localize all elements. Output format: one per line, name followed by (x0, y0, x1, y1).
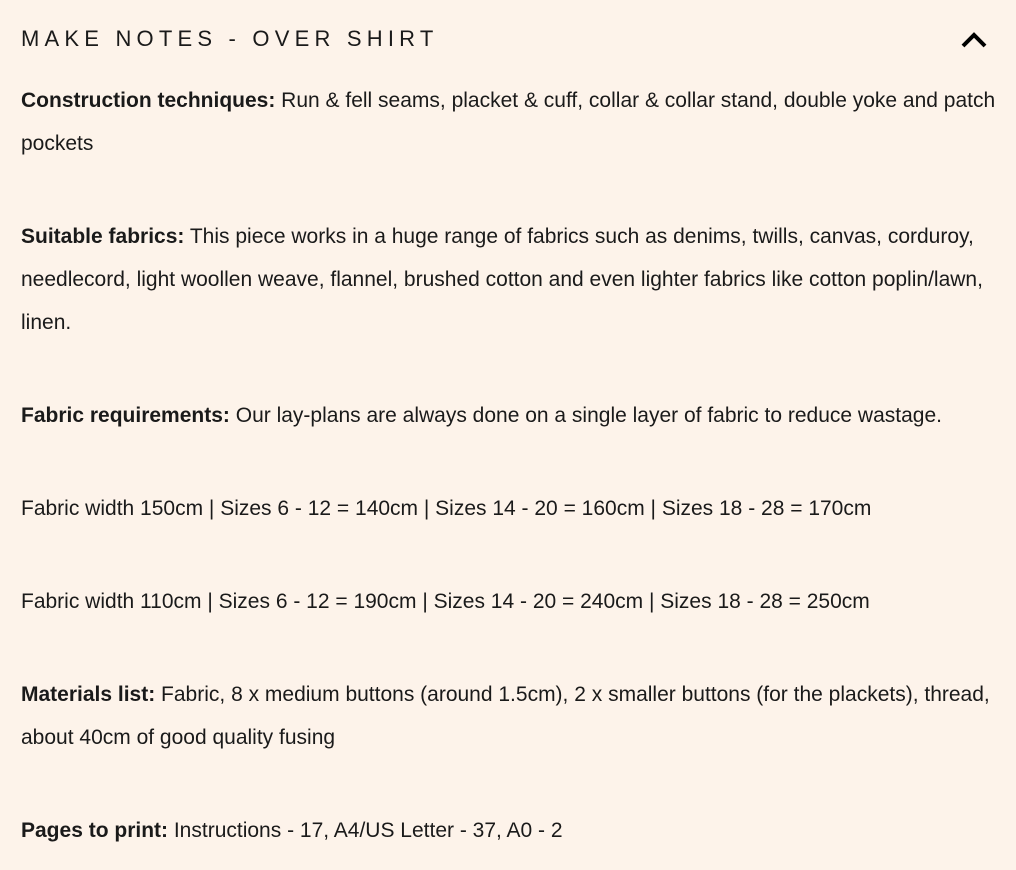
fabric-requirements (21, 394, 996, 437)
accordion-title: MAKE NOTES - OVER SHIRT (21, 26, 439, 51)
chevron-up-icon[interactable] (958, 26, 990, 52)
construction-techniques-text: Run & fell seams, placket & cuff, collar & collar stand, double yoke and patch pockets (21, 89, 996, 155)
suitable-fabrics-text: This piece works in a huge range of fabrics such as denims, twills, canvas, corduroy, needlecord, light woollen weave, flannel, brushed cotton and even lighter fabrics like cotton poplin/lawn, linen. (21, 225, 983, 334)
materials-list (21, 673, 996, 759)
materials-list-label: Materials list: (21, 683, 156, 706)
accordion-header-make-notes[interactable] (0, 0, 1016, 78)
fabric-requirements-label: Fabric requirements: (21, 404, 230, 427)
pages-to-print (21, 809, 996, 852)
pages-to-print-text: Instructions - 17, A4/US Letter - 37, A0 - 2 (168, 819, 563, 842)
construction-techniques-label: Construction techniques: (21, 89, 276, 112)
fabric-width-110: Fabric width 110cm | Sizes 6 - 12 = 190cm | Sizes 14 - 20 = 240cm | Sizes 18 - 28 = 250cm (21, 590, 870, 613)
fabric-width-150: Fabric width 150cm | Sizes 6 - 12 = 140cm | Sizes 14 - 20 = 160cm | Sizes 18 - 28 = 170cm (21, 497, 872, 520)
construction-techniques (21, 79, 996, 165)
pages-to-print-label: Pages to print: (21, 819, 169, 842)
make-notes-content (21, 79, 996, 852)
suitable-fabrics (21, 215, 996, 344)
fabric-requirements-text: Our lay-plans are always done on a single layer of fabric to reduce wastage. (229, 404, 942, 427)
materials-list-text: Fabric, 8 x medium buttons (around 1.5cm), 2 x smaller buttons (for the plackets), thread, about 40cm of good quality fusing (21, 683, 990, 749)
suitable-fabrics-label: Suitable fabrics: (21, 225, 185, 248)
